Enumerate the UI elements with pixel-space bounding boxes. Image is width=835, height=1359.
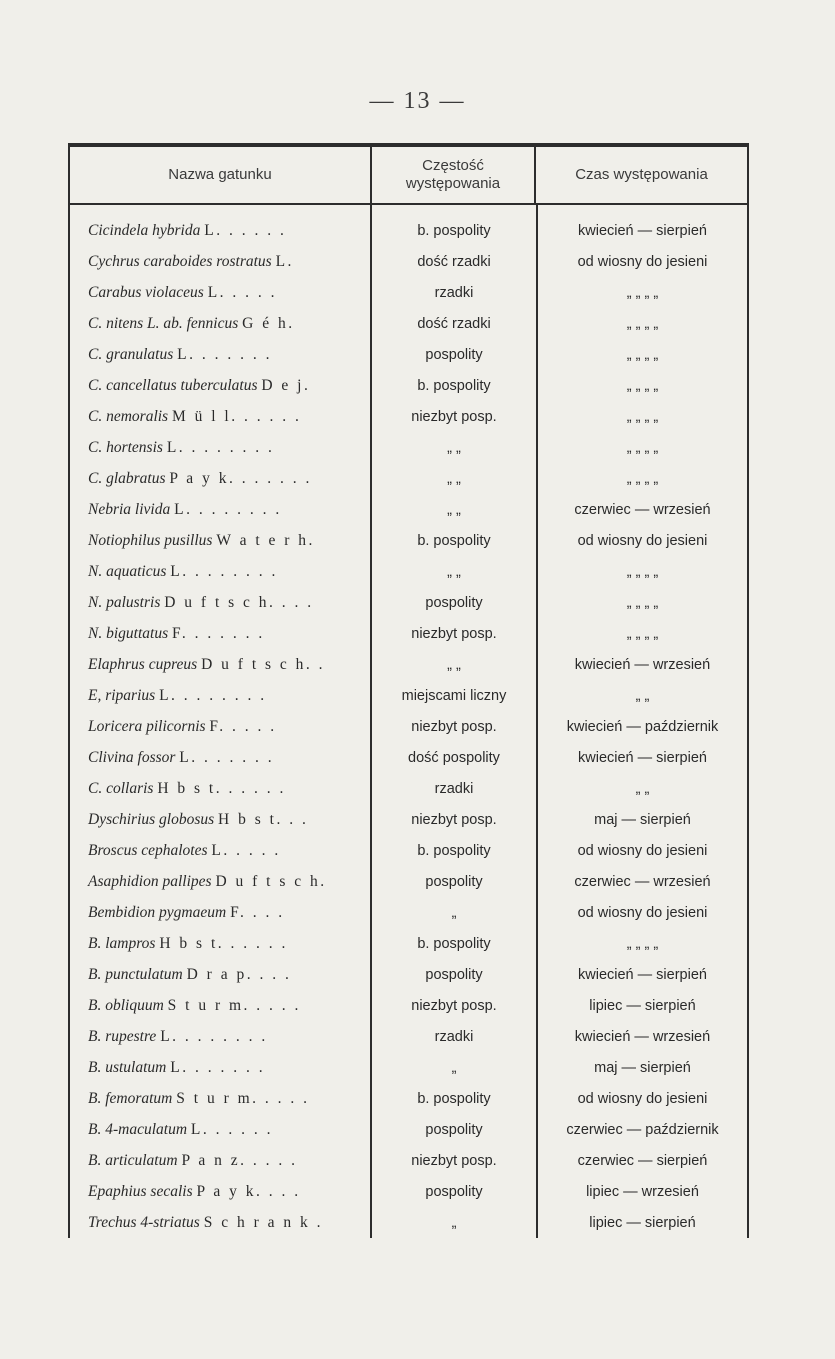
time-cell: „ „ „ „ [626, 408, 659, 425]
table-row [70, 1114, 747, 1145]
frequency-cell: pospolity [425, 966, 483, 983]
table-row [70, 773, 747, 804]
frequency-cell: niezbyt posp. [411, 408, 497, 425]
species-name: E, riparius [88, 686, 156, 704]
species-cell [70, 222, 370, 240]
species-name: N. aquaticus [88, 562, 167, 580]
species-cell [70, 346, 370, 364]
species-name: Loricera pilicornis [88, 717, 206, 735]
time-cell: lipiec — sierpień [589, 1214, 696, 1231]
time-cell: maj — sierpień [594, 811, 691, 828]
table-row [70, 680, 747, 711]
frequency-cell: „ „ [447, 501, 461, 518]
header-frequency [370, 147, 534, 203]
table-row [70, 587, 747, 618]
species-name: Asaphidion pallipes [88, 872, 212, 890]
species-name: B. rupestre [88, 1027, 157, 1045]
time-cell: czerwiec — wrzesień [574, 873, 711, 890]
frequency-cell: b. pospolity [417, 222, 491, 239]
table-row [70, 1145, 747, 1176]
species-name: Nebria livida [88, 500, 171, 518]
frequency-cell: dość pospolity [408, 749, 500, 766]
species-name: N. biguttatus [88, 624, 169, 642]
species-author: D e j. [261, 376, 311, 394]
table-row [70, 1052, 747, 1083]
species-name: C. granulatus [88, 345, 174, 363]
table-row [70, 246, 747, 277]
species-cell [70, 563, 370, 581]
table-row [70, 835, 747, 866]
frequency-cell: pospolity [425, 594, 483, 611]
species-name: B. obliquum [88, 996, 164, 1014]
frequency-cell: „ [451, 904, 457, 921]
frequency-cell: b. pospolity [417, 1090, 491, 1107]
time-cell: od wiosny do jesieni [577, 842, 708, 859]
species-cell [70, 1121, 370, 1139]
species-author: L. . . . . . . . [160, 1027, 268, 1045]
species-author: L. . . . . [207, 283, 278, 301]
species-author: L. . . . . . . . [174, 500, 282, 518]
species-author: L. . . . . . . [177, 345, 272, 363]
species-author: S t u r m. . . . . [176, 1089, 310, 1107]
frequency-cell: pospolity [425, 873, 483, 890]
time-cell: od wiosny do jesieni [577, 532, 708, 549]
species-name: B. femoratum [88, 1089, 173, 1107]
page-number: — 13 — [369, 88, 466, 114]
species-name: Elaphrus cupreus [88, 655, 198, 673]
time-cell: „ „ „ „ [626, 377, 659, 394]
header-time: Czas występowania [534, 147, 747, 203]
table-row [70, 649, 747, 680]
species-name: Epaphius secalis [88, 1182, 193, 1200]
species-cell [70, 966, 370, 984]
species-author: D r a p. . . . [186, 965, 292, 983]
time-cell: czerwiec — październik [566, 1121, 719, 1138]
header-frequency-line2: występowania [405, 175, 501, 192]
time-cell: maj — sierpień [594, 1059, 691, 1076]
species-cell [70, 594, 370, 612]
table-row [70, 1176, 747, 1207]
table-row [70, 339, 747, 370]
species-cell [70, 656, 370, 674]
species-author: L. . . . . . [190, 1120, 273, 1138]
table-row [70, 959, 747, 990]
table-row [70, 525, 747, 556]
species-name: B. punctulatum [88, 965, 183, 983]
frequency-cell: rzadki [434, 284, 474, 301]
species-cell [70, 377, 370, 395]
time-cell: „ „ [635, 780, 650, 797]
species-name: C. collaris [88, 779, 154, 797]
species-name: C. hortensis [88, 438, 163, 456]
table-row [70, 618, 747, 649]
time-cell: „ „ „ „ [626, 439, 659, 456]
frequency-cell: rzadki [434, 1028, 474, 1045]
species-cell [70, 1183, 370, 1201]
species-name: N. palustris [88, 593, 161, 611]
table-row [70, 432, 747, 463]
time-cell: lipiec — sierpień [589, 997, 696, 1014]
species-author: D u f t s c h. . [201, 655, 326, 673]
species-cell [70, 532, 370, 550]
species-author: W a t e r h. [216, 531, 315, 549]
table-row [70, 804, 747, 835]
time-cell: „ „ „ „ [626, 594, 659, 611]
species-name: Dyschirius globosus [88, 810, 215, 828]
time-cell: kwiecień — sierpień [578, 966, 707, 983]
table-row [70, 463, 747, 494]
header-frequency-line1: Częstość [422, 157, 484, 174]
table-row [70, 494, 747, 525]
species-cell [70, 718, 370, 736]
frequency-cell: dość rzadki [417, 253, 491, 270]
species-author: L. . . . . [211, 841, 281, 859]
time-cell: kwiecień — sierpień [578, 749, 707, 766]
species-author: F. . . . . [209, 717, 277, 735]
species-name: Bembidion pygmaeum [88, 903, 227, 921]
species-cell [70, 625, 370, 643]
frequency-cell: pospolity [425, 1121, 483, 1138]
species-cell [70, 1028, 370, 1046]
species-name: Notiophilus pusillus [88, 531, 213, 549]
frequency-cell: „ [451, 1059, 457, 1076]
time-cell: „ „ „ „ [626, 470, 659, 487]
frequency-cell: rzadki [434, 780, 474, 797]
species-author: L. . . . . . . [179, 748, 275, 766]
species-author: L. . . . . . [204, 221, 287, 239]
species-cell [70, 1059, 370, 1077]
species-cell [70, 935, 370, 953]
time-cell: od wiosny do jesieni [577, 1090, 708, 1107]
species-name: Broscus cephalotes [88, 841, 208, 859]
time-cell: czerwiec — wrzesień [574, 501, 711, 518]
species-author: L. . . . . . . . [166, 438, 275, 456]
species-name: C. glabratus [88, 469, 166, 487]
species-cell [70, 284, 370, 302]
species-author: H b s t. . . . . . [159, 934, 288, 952]
table-row [70, 742, 747, 773]
table-body [68, 205, 749, 1238]
species-name: Trechus 4-striatus [88, 1213, 200, 1231]
frequency-cell: miejscami liczny [401, 687, 507, 704]
species-author: L. [275, 252, 294, 270]
species-name: B. ustulatum [88, 1058, 167, 1076]
species-name: B. 4-maculatum [88, 1120, 188, 1138]
table-row [70, 1207, 747, 1238]
table-row [70, 556, 747, 587]
time-cell: „ „ „ „ [626, 315, 659, 332]
time-cell: czerwiec — sierpień [577, 1152, 708, 1169]
species-cell [70, 687, 370, 705]
table-row [70, 990, 747, 1021]
frequency-cell: „ [451, 1214, 457, 1231]
time-cell: „ „ „ „ [626, 346, 659, 363]
species-author: P a y k. . . . [196, 1182, 301, 1200]
species-name: Carabus violaceus [88, 283, 204, 301]
species-cell [70, 315, 370, 333]
species-cell [70, 1152, 370, 1170]
species-author: F. . . . [230, 903, 285, 921]
species-name: C. cancellatus tuberculatus [88, 376, 258, 394]
frequency-cell: „ „ [447, 656, 461, 673]
frequency-cell: niezbyt posp. [411, 1152, 497, 1169]
time-cell: lipiec — wrzesień [586, 1183, 699, 1200]
species-author: S t u r m. . . . . [167, 996, 301, 1014]
frequency-cell: niezbyt posp. [411, 718, 497, 735]
species-cell [70, 873, 370, 891]
species-name: B. lampros [88, 934, 156, 952]
species-author: H b s t. . . [218, 810, 309, 828]
table-row [70, 866, 747, 897]
species-author: L. . . . . . . . [159, 686, 267, 704]
time-cell: kwiecień — wrzesień [574, 1028, 711, 1045]
time-cell: „ „ [635, 687, 650, 704]
species-author: G é h. [242, 314, 295, 332]
species-name: Cicindela hybrida [88, 221, 201, 239]
species-author: P a n z. . . . . [181, 1151, 298, 1169]
species-cell [70, 1090, 370, 1108]
species-author: S c h r a n k . [203, 1213, 323, 1231]
table-row [70, 215, 747, 246]
table-row [70, 370, 747, 401]
frequency-cell: b. pospolity [417, 377, 491, 394]
species-cell [70, 749, 370, 767]
species-cell [70, 997, 370, 1015]
table-header [68, 147, 749, 205]
species-author: L. . . . . . . . [170, 562, 278, 580]
table-row [70, 401, 747, 432]
species-cell [70, 811, 370, 829]
species-author: D u f t s c h. [215, 872, 327, 890]
species-name: Clivina fossor [88, 748, 176, 766]
frequency-cell: dość rzadki [417, 315, 491, 332]
species-name: C. nitens L. ab. fennicus [88, 314, 239, 332]
time-cell: kwiecień — październik [566, 718, 719, 735]
species-name: C. nemoralis [88, 407, 169, 425]
table-row [70, 897, 747, 928]
time-cell: od wiosny do jesieni [577, 253, 708, 270]
species-author: F. . . . . . . [171, 624, 265, 642]
species-author: L. . . . . . . [170, 1058, 266, 1076]
species-name: B. articulatum [88, 1151, 178, 1169]
frequency-cell: b. pospolity [417, 842, 491, 859]
table-row [70, 277, 747, 308]
table-row [70, 1083, 747, 1114]
species-cell [70, 780, 370, 798]
table-row [70, 1021, 747, 1052]
species-author: P a y k. . . . . . . [169, 469, 312, 487]
frequency-cell: b. pospolity [417, 935, 491, 952]
time-cell: od wiosny do jesieni [577, 904, 708, 921]
time-cell: „ „ „ „ [626, 563, 659, 580]
time-cell: kwiecień — wrzesień [574, 656, 711, 673]
frequency-cell: „ „ [447, 470, 461, 487]
species-cell [70, 501, 370, 519]
header-name: Nazwa gatunku [168, 166, 272, 183]
frequency-cell: pospolity [425, 346, 483, 363]
frequency-cell: „ „ [447, 439, 461, 456]
species-author: D u f t s c h. . . . [164, 593, 314, 611]
table-row [70, 308, 747, 339]
frequency-cell: „ „ [447, 563, 461, 580]
species-author: H b s t. . . . . . [157, 779, 286, 797]
species-cell [70, 439, 370, 457]
species-cell [70, 1214, 370, 1232]
time-cell: „ „ „ „ [626, 935, 659, 952]
frequency-cell: b. pospolity [417, 532, 491, 549]
species-cell [70, 470, 370, 488]
frequency-cell: niezbyt posp. [411, 625, 497, 642]
frequency-cell: niezbyt posp. [411, 997, 497, 1014]
table-row [70, 711, 747, 742]
table-row [70, 928, 747, 959]
time-cell: „ „ „ „ [626, 284, 659, 301]
species-table [68, 143, 749, 1238]
frequency-cell: pospolity [425, 1183, 483, 1200]
species-cell [70, 904, 370, 922]
species-author: M ü l l. . . . . . [171, 407, 302, 425]
species-name: Cychrus caraboides rostratus [88, 252, 272, 270]
time-cell: kwiecień — sierpień [578, 222, 707, 239]
frequency-cell: niezbyt posp. [411, 811, 497, 828]
species-cell [70, 253, 370, 271]
species-cell [70, 408, 370, 426]
species-cell [70, 842, 370, 860]
time-cell: „ „ „ „ [626, 625, 659, 642]
